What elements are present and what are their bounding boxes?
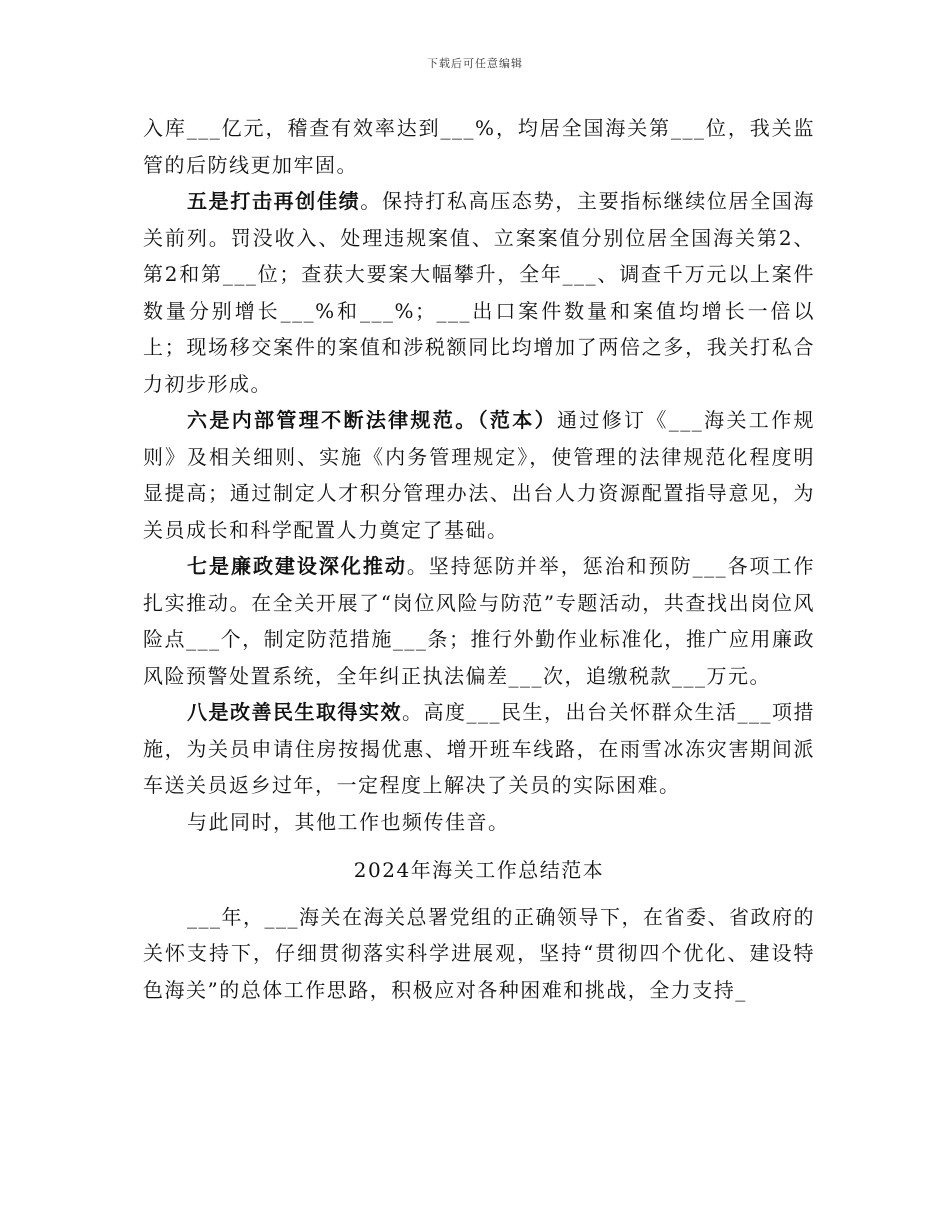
paragraph-continuation: 入库___亿元，稽查有效率达到___%，均居全国海关第___位，我关监管的后防线更加牢固。 [143,116,815,177]
paragraph-closing: 与此同时，其他工作也频传佳音。 [187,809,510,834]
item-8-body: 。高度___民生，出台关怀群众生活___项措施，为关员申请住房按揭优惠、增开班车线路，在雨雪冰冻灾害期间派车送关员返乡过年，一定程度上解决了关员的实际困难。 [143,700,815,797]
paragraph-item-8 [143,694,815,804]
item-6-heading: 六是内部管理不断法律规范。（范本） [187,408,557,432]
item-6-body: 通过修订《___海关工作规则》及相关细则、实施《内务管理规定》，使管理的法律规范化程度明显提高；通过制定人才积分管理办法、出台人力资源配置指导意见，为关员成长和科学配置人力奠定了基础。 [143,408,816,542]
paragraph-item-6 [143,402,815,548]
paragraph-item-5 [143,183,815,402]
paragraph-item-7 [143,548,815,694]
page-header: 下载后可任意编辑 [427,57,523,70]
section-title: 2024年海关工作总结范本 [353,858,605,882]
item-7-heading: 七是廉政建设深化推动 [187,554,407,578]
item-5-body: 。保持打私高压态势，主要指标继续位居全国海关前列。罚没收入、处理违规案值、立案案值分别位居全国海关第2、第2和第___位；查获大要案大幅攀升，全年___、调查千万元以上案件数量分别增长___%和___%；___出口案件数量和案值均增长一倍以上；现场移交案件的案值和涉税额同比均增加了两倍之多，我关打私合力初步形成。 [143,189,816,396]
item-7-body: 。坚持惩防并举，惩治和预防___各项工作扎实推动。在全关开展了“岗位风险与防范”专题活动，共查找出岗位风险点___个，制定防范措施___条；推行外勤作业标准化，推广应用廉政风险预警处置系统，全年纠正执法偏差___次，追缴税款___万元。 [143,554,816,688]
item-5-heading: 五是打击再创佳绩 [187,189,361,213]
paragraph-summary-intro: ___年，___海关在海关总署党组的正确领导下，在省委、省政府的关怀支持下，仔细贯彻落实科学进展观，坚持“贯彻四个优化、建设特色海关”的总体工作思路，积极应对各种困难和挑战，全力支持_ [143,904,815,1002]
document-body [143,110,815,1008]
item-8-heading: 八是改善民生取得实效 [187,700,402,724]
